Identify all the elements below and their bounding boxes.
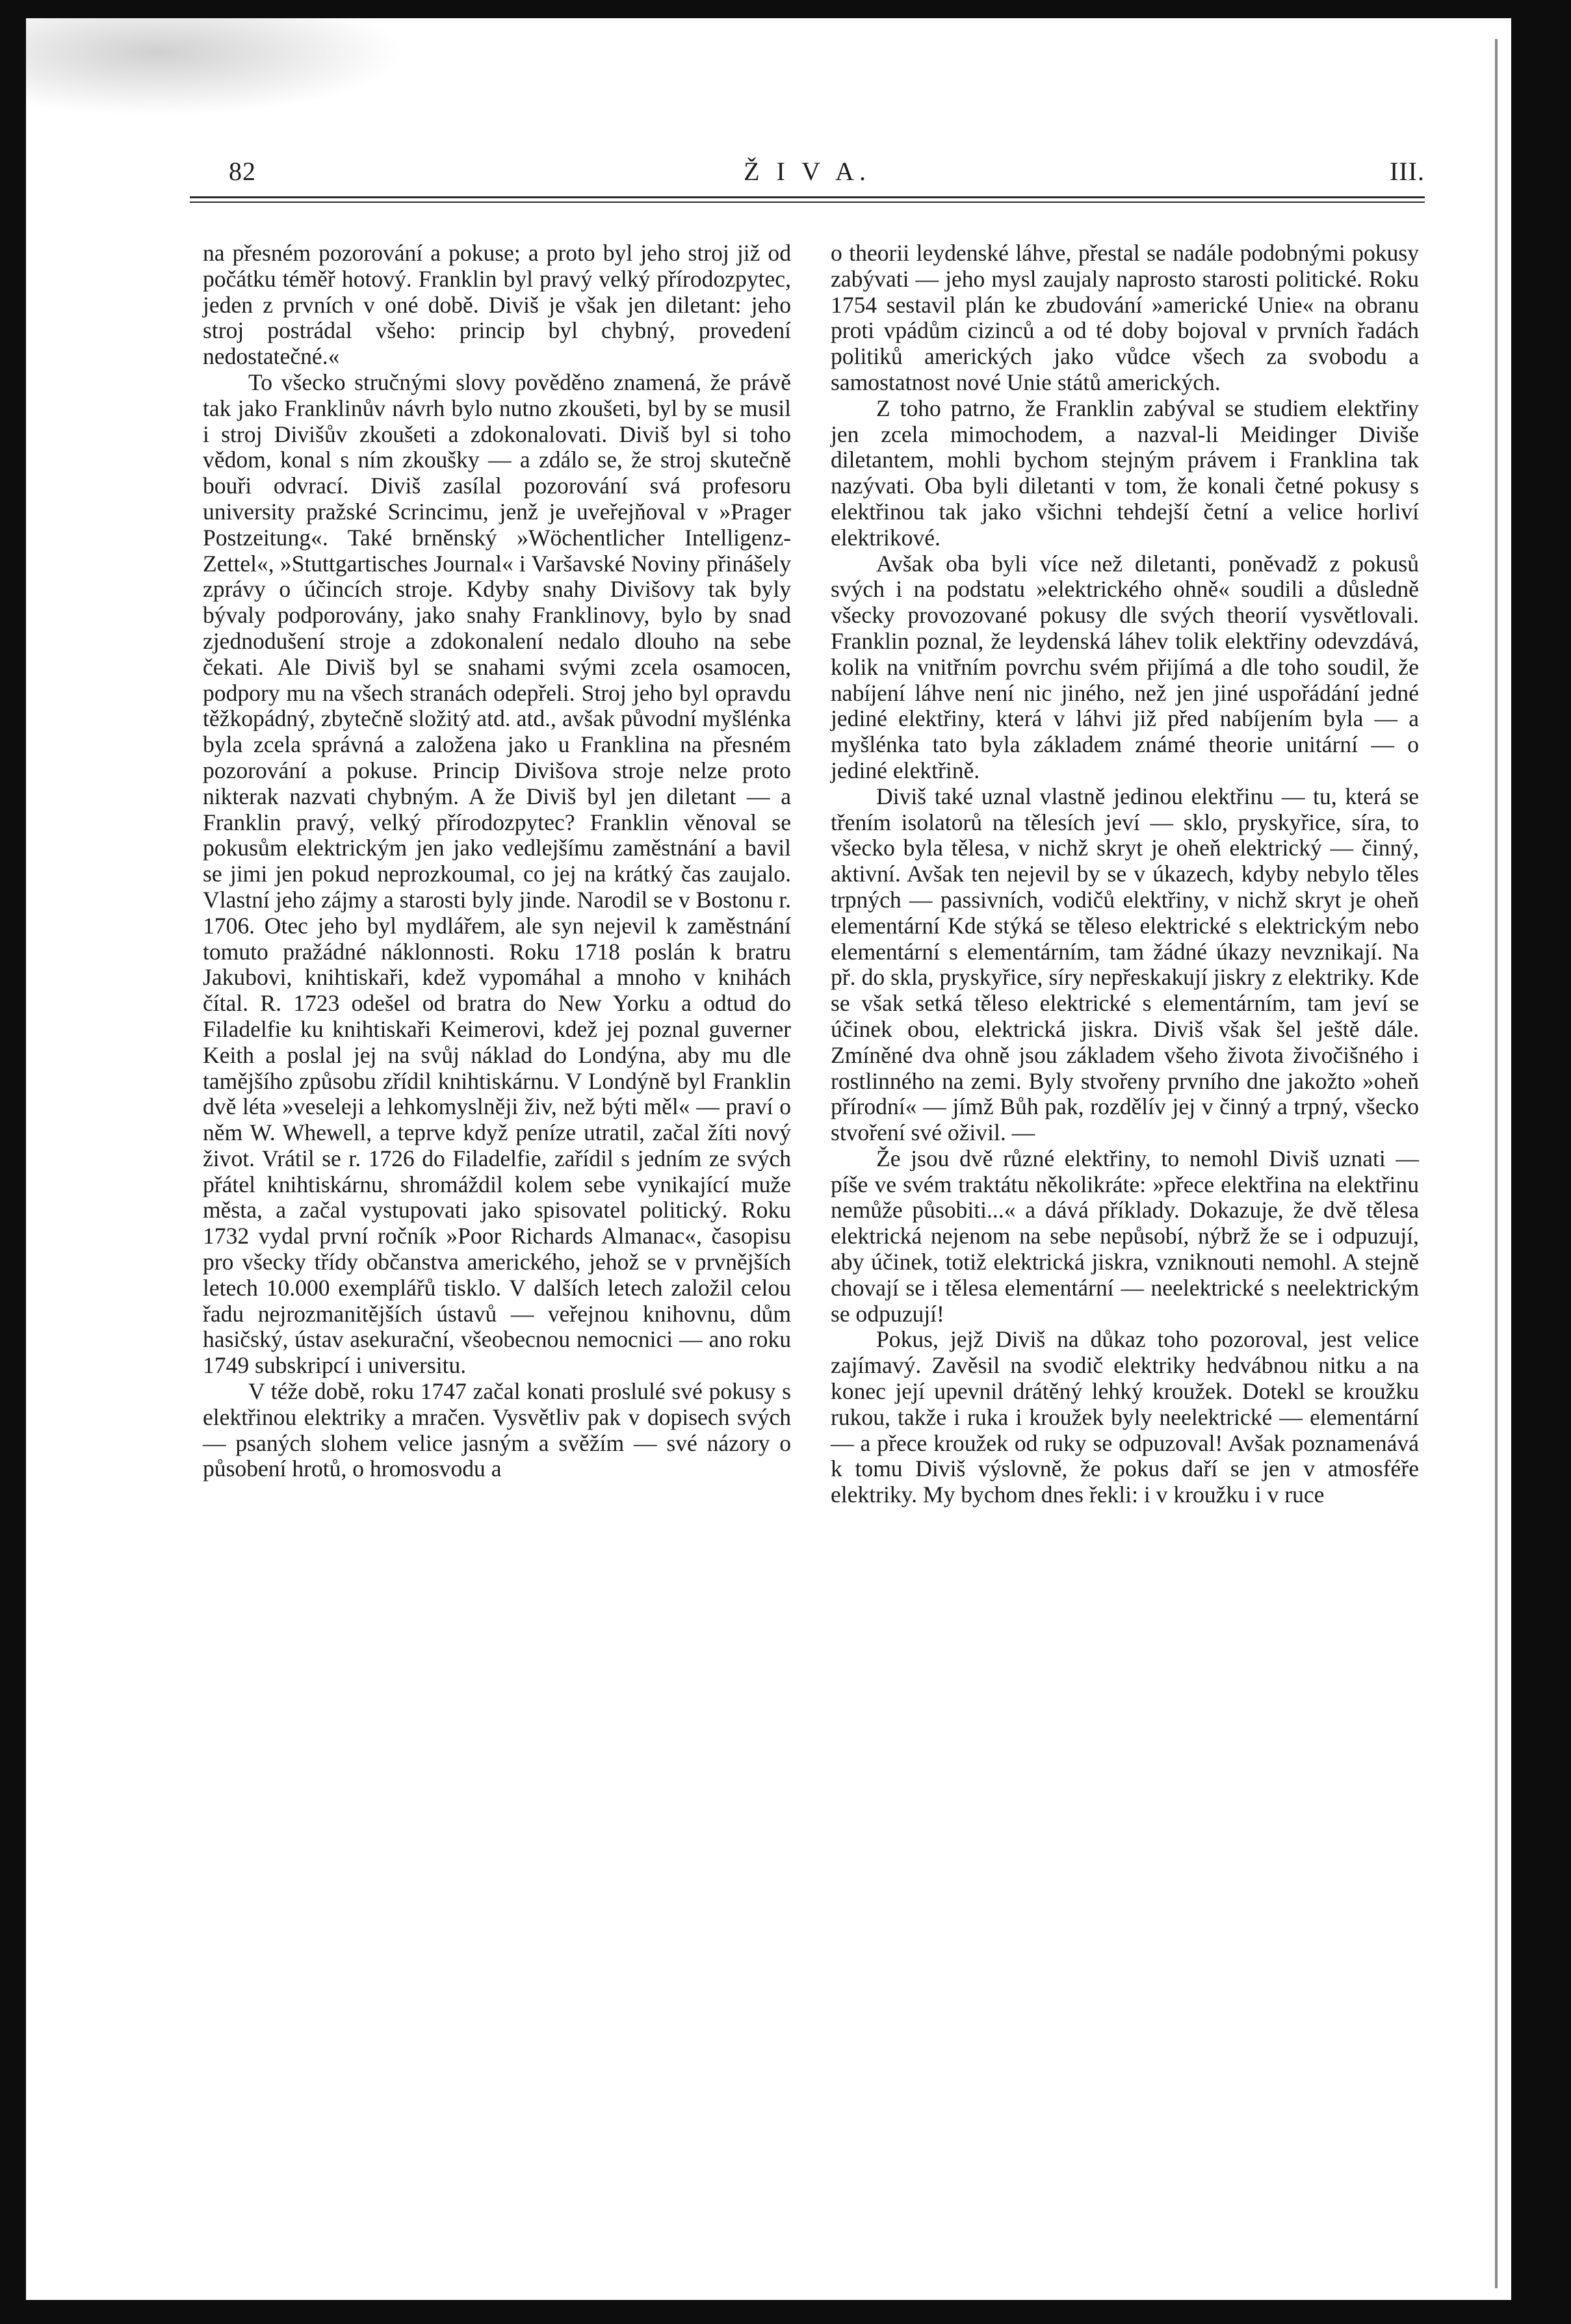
scan-smudge [26,18,403,116]
left-column [203,241,791,1482]
paragraph: Z toho patrno, že Franklin zabýval se studiem elektřiny jen zcela mimochodem, a nazval-li Meidinger Diviše diletantem, mohli bychom stejným právem i Franklina tak nazývati. Oba byli diletanti v tom, že konali četné pokusy s elektřinou tak jako všichni tehdejší četní a velice horliví elektrikové. [831,395,1419,551]
header-rule-bottom [190,202,1425,203]
journal-title: Ž I V A. [744,157,871,186]
paragraph: na přesném pozorování a pokuse; a proto byl jeho stroj již od počátku téměř hotový. Franklin byl pravý velký přírodozpytec, jeden z prvních v oné době. Diviš je však jen diletant: jeho stroj postrádal všeho: princip byl chybný, provedení nedostatečné.« [203,240,791,370]
paragraph: o theorii leydenské láhve, přestal se nadále podobnými pokusy zabývati — jeho mysl zaujaly naprosto starosti politické. Roku 1754 sestavil plán ke zbudování »americké Unie« na obranu proti vpádům cizinců a od té doby bojoval v prvních řadách politiků amerických jako vůdce všech za svobodu a samostatnost nové Unie států amerických. [831,240,1419,395]
paragraph: Avšak oba byli více než diletanti, poněvadž z pokusů svých i na podstatu »elektrického ohně« soudili a důsledně všecky provozované pokusy dle svých theorií vysvětlovali. Franklin poznal, že leydenská láhev tolik elektřiny odevzdává, kolik na vnitřním povrchu svém přijímá a dle toho soudil, že nabíjení láhve není nic jiného, než jen jiné uspořádání jedné jediné elektřiny, která v láhvi již před nabíjením byla — a myšlénka tato byla základem známé theorie unitární — o jediné elektřině. [831,550,1419,783]
right-column [831,241,1419,1508]
paragraph: Diviš také uznal vlastně jedinou elektřinu — tu, která se třením isolatorů na tělesích jeví — sklo, pryskyřice, síra, to všecko byla tělesa, v nichž skryt je oheň elektrický — činný, aktivní. Avšak ten nejevil by se v úkazech, kdyby nebylo těles trpných — passivních, vodičů elektřiny, v nichž skryt je oheň elementární Kde stýká se těleso elektrické s elektrickým nebo elementární s elementárním, tam žádné úkazy nevznikají. Na př. do skla, pryskyřice, síry nepřeskakují jiskry z elektriky. Kde se však setká těleso elektrické s elementárním, tam jeví se účinek obou, elektrická jiskra. Diviš však šel ještě dále. Zmíněné dva ohně jsou základem všeho života živočišného i rostlinného na zemi. Byly stvořeny prvního dne jakožto »oheň přírodní« — jímž Bůh pak, rozdělív jej v činný a trpný, všecko stvoření své oživil. — [831,783,1419,1146]
running-header [190,147,1425,192]
paragraph: To všecko stručnými slovy pověděno znamená, že právě tak jako Franklinův návrh bylo nutno zkoušeti, byl by se musil i stroj Divišův zkoušeti a zdokonalovati. Diviš byl si toho vědom, konal s ním zkoušky — a zdálo se, že stroj skutečně bouři odvrací. Diviš zasílal pozorování svá profesoru university pražské Scrincimu, jenž je uveřejňoval v »Prager Postzeitung«. Také brněnský »Wöchentlicher Intelligenz-Zettel«, »Stuttgartisches Journal« i Varšavské Noviny přinášely zprávy o účincích stroje. Kdyby snahy Divišovy tak byly bývaly podporovány, jako snahy Franklinovy, bylo by snad zjednodušení stroje a zdokonalení nedalo dlouho na sebe čekati. Ale Diviš byl se snahami svými zcela osamocen, podpory mu na všech stranách odepřeli. Stroj jeho byl opravdu těžkopádný, zbytečně složitý atd. atd., avšak původní myšlénka byla zcela správná a založena jako u Franklina na přesném pozorování a pokuse. Princip Divišova stroje nelze proto nikterak nazvati chybným. A že Diviš byl jen diletant — a Franklin pravý, velký přírodozpytec? Franklin věnoval se pokusům elektrickým jen jako vedlejšímu zaměstnání a bavil se jimi jen pokud neprozkoumal, co jej na krátký čas zaujalo. Vlastní jeho zájmy a starosti byly jinde. Narodil se v Bostonu r. 1706. Otec jeho byl mydlářem, ale syn nejevil k zaměstnání tomuto pražádné náklonnosti. Roku 1718 poslán k bratru Jakubovi, knihtiskaři, kdež vypomáhal a mnoho v knihách čítal. R. 1723 odešel od bratra do New Yorku a odtud do Filadelfie ku knihtiskaři Keimerovi, kdež jej poznal guverner Keith a poslal jej na svůj náklad do Londýna, aby mu dle tamějšího způsobu zřídil knihtiskárnu. V Londýně byl Franklin dvě léta »veseleji a lehkomyslněji živ, než býti měl« — praví o něm W. Whewell, a teprve když peníze utratil, začal žíti nový život. Vrátil se r. 1726 do Filadelfie, zařídil s jedním ze svých přátel knihtiskárnu, shromáždil kolem sebe vynikající muže města, a začal vystupovati jako spisovatel politický. Roku 1732 vydal první ročník »Poor Richards Almanac«, časopisu pro všecky třídy občanstva amerického, jehož se v prvnějších letech 10.000 exemplářů tisklo. V dalších letech založil celou řadu nejrozmanitějších ústavů — veřejnou knihovnu, dům hasičský, ústav asekurační, všeobecnou nemocnici — ano roku 1749 subskripcí i universitu. [203,369,791,1379]
paragraph: Pokus, jejž Diviš na důkaz toho pozoroval, jest velice zajímavý. Zavěsil na svodič elektriky hedvábnou nitku a na konec její upevnil drátěný lehký kroužek. Dotekl se kroužku rukou, takže i ruka i kroužek byly neelektrické — elementární — a přece kroužek od ruky se odpuzoval! Avšak poznamenává k tomu Diviš výslovně, že pokus daří se jen v atmosféře elektriky. My bychom dnes řekli: i v kroužku i v ruce [831,1326,1419,1508]
paragraph: V téže době, roku 1747 začal konati proslulé své pokusy s elektřinou elektriky a mračen. Vysvětliv pak v dopisech svých — psaných slohem velice jasným a svěžím — své názory o působení hrotů, o hromosvodu a [203,1378,791,1482]
page-number: 82 [229,157,256,186]
paragraph: Že jsou dvě různé elektřiny, to nemohl Diviš uznati — píše ve svém traktátu několikráte: »přece elektřina na elektřinu nemůže působiti...« a dává příklady. Dokazuje, že dvě tělesa elektrická nejenom na sebe nepůsobí, nýbrž že se i odpuzují, aby účinek, totiž elektrická jiskra, vzniknouti nemohl. A stejně chovají se i tělesa elementární — neelektrické s neelektrickým se odpuzují! [831,1145,1419,1327]
page-edge-shadow [1495,39,1498,2288]
header-rule-top [190,196,1425,198]
volume-number: III. [1390,157,1425,186]
